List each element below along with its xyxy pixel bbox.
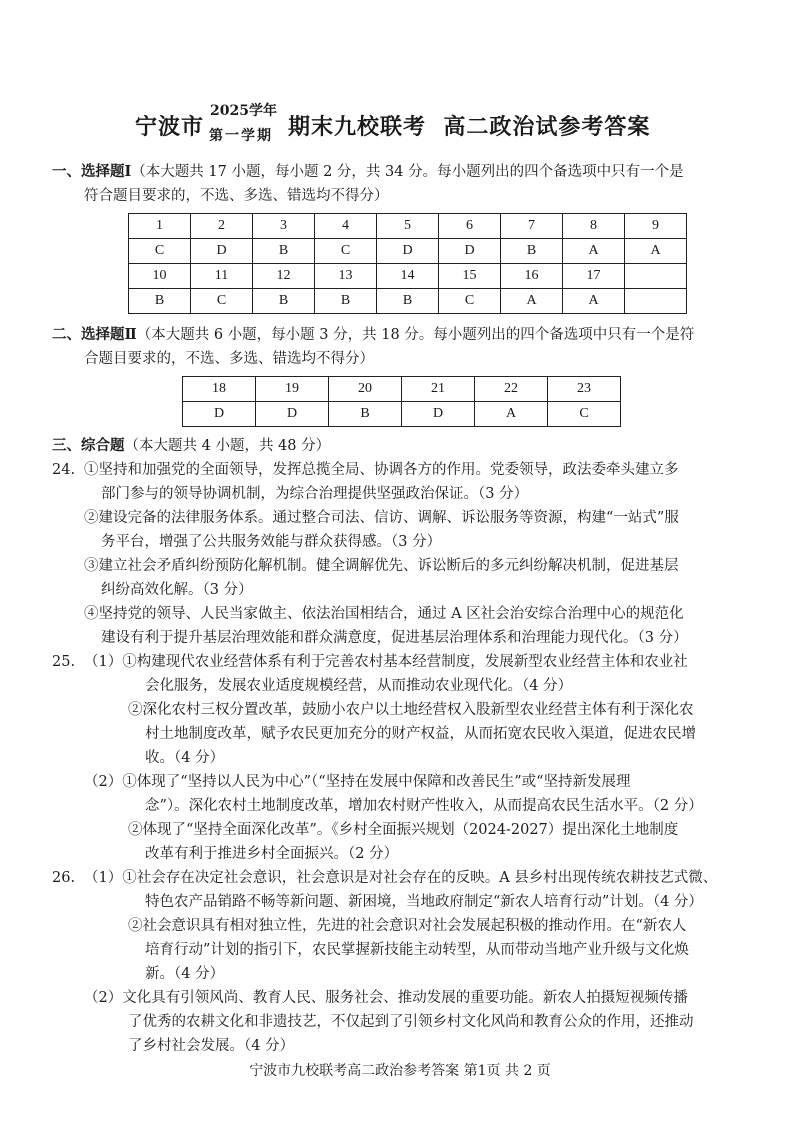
table-row [183,402,621,427]
table-cell: B [253,239,315,264]
table-cell: 1 [129,214,191,239]
q25-line4: 村土地制度改革，赋予农民更加充分的财产权益，从而拓宽农民收入渠道，促进农民增 [145,726,696,742]
q24-number: 24. [52,462,76,478]
title-city: 宁波市 [135,114,205,140]
table-cell: 10 [129,264,191,289]
table-cell: A [563,289,625,314]
table-row [129,264,687,289]
table-cell: A [563,239,625,264]
table-cell: 3 [253,214,315,239]
table-cell: B [377,289,439,314]
q25-number: 25. [52,654,76,670]
table-cell: D [191,239,253,264]
table-row [129,214,687,239]
q24-line6: 纠纷高效化解。（3 分） [101,582,253,598]
table-cell: A [475,402,548,427]
table-cell: 16 [501,264,563,289]
q25-line7: 念”）。深化农村土地制度改革，增加农村财产性收入，从而提高农民生活水平。（2 分） [145,798,703,814]
q24-line1: ①坚持和加强党的全面领导，发挥总揽全局、协调各方的作用。党委领导，政法委牵头建立多 [84,462,679,478]
table-cell: D [402,402,475,427]
q25-line1: （1）①构建现代农业经营体系有利于完善农村基本经营制度，发展新型农业经营主体和农业社 [84,654,688,670]
table-cell: B [129,289,191,314]
q26-number: 26. [52,870,76,886]
q26-line7: 了优秀的农耕文化和非遗技艺，不仅起到了引领乡村文化风尚和教育公众的作用，还推动 [128,1014,694,1030]
table-cell: 20 [329,377,402,402]
q26-line3: ②社会意识具有相对独立性，先进的社会意识对社会发展起积极的推动作用。在“新农人 [128,918,687,934]
table-cell: A [625,239,687,264]
q26-line8: 了乡村社会发展。（4 分） [128,1038,295,1054]
table-cell: 12 [253,264,315,289]
table-cell: B [253,289,315,314]
table-cell: D [377,239,439,264]
table-cell: C [439,289,501,314]
table-cell: 13 [315,264,377,289]
table-cell: 6 [439,214,501,239]
table-cell: C [548,402,621,427]
title-main: 期末九校联考 高二政治试参考答案 [288,114,651,140]
choice-table-1 [128,213,687,314]
q25-line5: 收。（4 分） [145,750,225,766]
section1-heading: 一、选择题Ⅰ [52,163,132,180]
page-title [0,100,800,150]
q24-line4: 务平台，增强了公共服务效能与群众获得感。（3 分） [101,534,442,550]
q25-line9: 改革有利于推进乡村全面振兴。（2 分） [145,846,399,862]
section2-line2: 合题目要求的，不选、多选、错选均不得分） [84,351,374,367]
section2-line1 [52,325,694,345]
title-term: 第一学期 [209,128,273,144]
q24-line5: ③建立社会矛盾纠纷预防化解机制。健全调解优先、诉讼断后的多元纠纷解决机制，促进基层 [84,558,679,574]
section3-heading: 三、综合题 [52,437,125,454]
table-cell: D [183,402,256,427]
table-cell [625,264,687,289]
q26-line6: （2）文化具有引领风尚、教育人民、服务社会、推动发展的重要功能。新农人拍摄短视频传播 [84,990,688,1006]
q25-line6: （2）①体现了“坚持以人民为中心”（“坚持在发展中保障和改善民生”或“坚持新发展理 [84,774,631,790]
table-cell: B [501,239,563,264]
table-cell: 15 [439,264,501,289]
choice-table-2 [182,376,621,427]
table-cell: 11 [191,264,253,289]
section3-desc: （本大题共 4 小题，共 48 分） [124,438,331,454]
table-cell [625,289,687,314]
table-row [129,289,687,314]
table-cell: 14 [377,264,439,289]
q26-line1: （1）①社会存在决定社会意识，社会意识是对社会存在的反映。A 县乡村出现传统农耕技艺式微、 [84,870,718,886]
table-cell: 19 [256,377,329,402]
q24-line8: 建设有利于提升基层治理效能和群众满意度，促进基层治理体系和治理能力现代化。（3 分） [101,630,688,646]
table-cell: 18 [183,377,256,402]
table-cell: 21 [402,377,475,402]
table-row [129,239,687,264]
table-cell: C [315,239,377,264]
section2-desc: （本大题共 6 小题，每小题 3 分，共 18 分。每小题列出的四个备选项中只有一个是符 [136,327,695,343]
table-cell: C [129,239,191,264]
table-cell: 23 [548,377,621,402]
page-footer: 宁波市九校联考高二政治参考答案 第1页 共 2 页 [249,1063,551,1079]
table-cell: B [329,402,402,427]
table-cell: A [501,289,563,314]
section1-line1 [52,162,684,182]
q26-line2: 特色农产品销路不畅等新问题、新困境，当地政府制定“新农人培育行动”计划。（4 分） [145,894,703,910]
table-cell: D [439,239,501,264]
q26-line4: 培育行动”计划的指引下，农民掌握新技能主动转型，从而带动当地产业升级与文化焕 [145,942,689,958]
table-cell: 7 [501,214,563,239]
q24-line3: ②建设完备的法律服务体系。通过整合司法、信访、调解、诉讼服务等资源，构建“一站式”服 [84,510,679,526]
q24-line7: ④坚持党的领导、人民当家做主、依法治国相结合，通过 A 区社会治安综合治理中心的规范化 [84,606,684,622]
section2-heading: 二、选择题Ⅱ [52,326,137,343]
table-cell: 9 [625,214,687,239]
q25-line3: ②深化农村三权分置改革，鼓励小农户以土地经营权入股新型农业经营主体有利于深化农 [128,702,694,718]
q25-line2: 会化服务，发展农业适度规模经营，从而推动农业现代化。（4 分） [145,678,573,694]
table-row [183,377,621,402]
table-cell: 2 [191,214,253,239]
table-cell: 4 [315,214,377,239]
q26-line5: 新。（4 分） [145,966,225,982]
section1-desc: （本大题共 17 小题，每小题 2 分，共 34 分。每小题列出的四个备选项中只有一个是 [131,164,684,180]
section1-line2: 符合题目要求的，不选、多选、错选均不得分） [84,188,389,204]
table-cell: 8 [563,214,625,239]
table-cell: D [256,402,329,427]
table-cell: 5 [377,214,439,239]
table-cell: 22 [475,377,548,402]
table-cell: C [191,289,253,314]
table-cell: 17 [563,264,625,289]
table-cell: B [315,289,377,314]
q24-line2: 部门参与的领导协调机制，为综合治理提供坚强政治保证。（3 分） [101,486,529,502]
title-year: 2025学年 [210,103,277,119]
q25-line8: ②体现了“坚持全面深化改革”。《乡村全面振兴规划（2024-2027）提出深化土地制度 [128,822,679,838]
section3-line [52,436,330,456]
